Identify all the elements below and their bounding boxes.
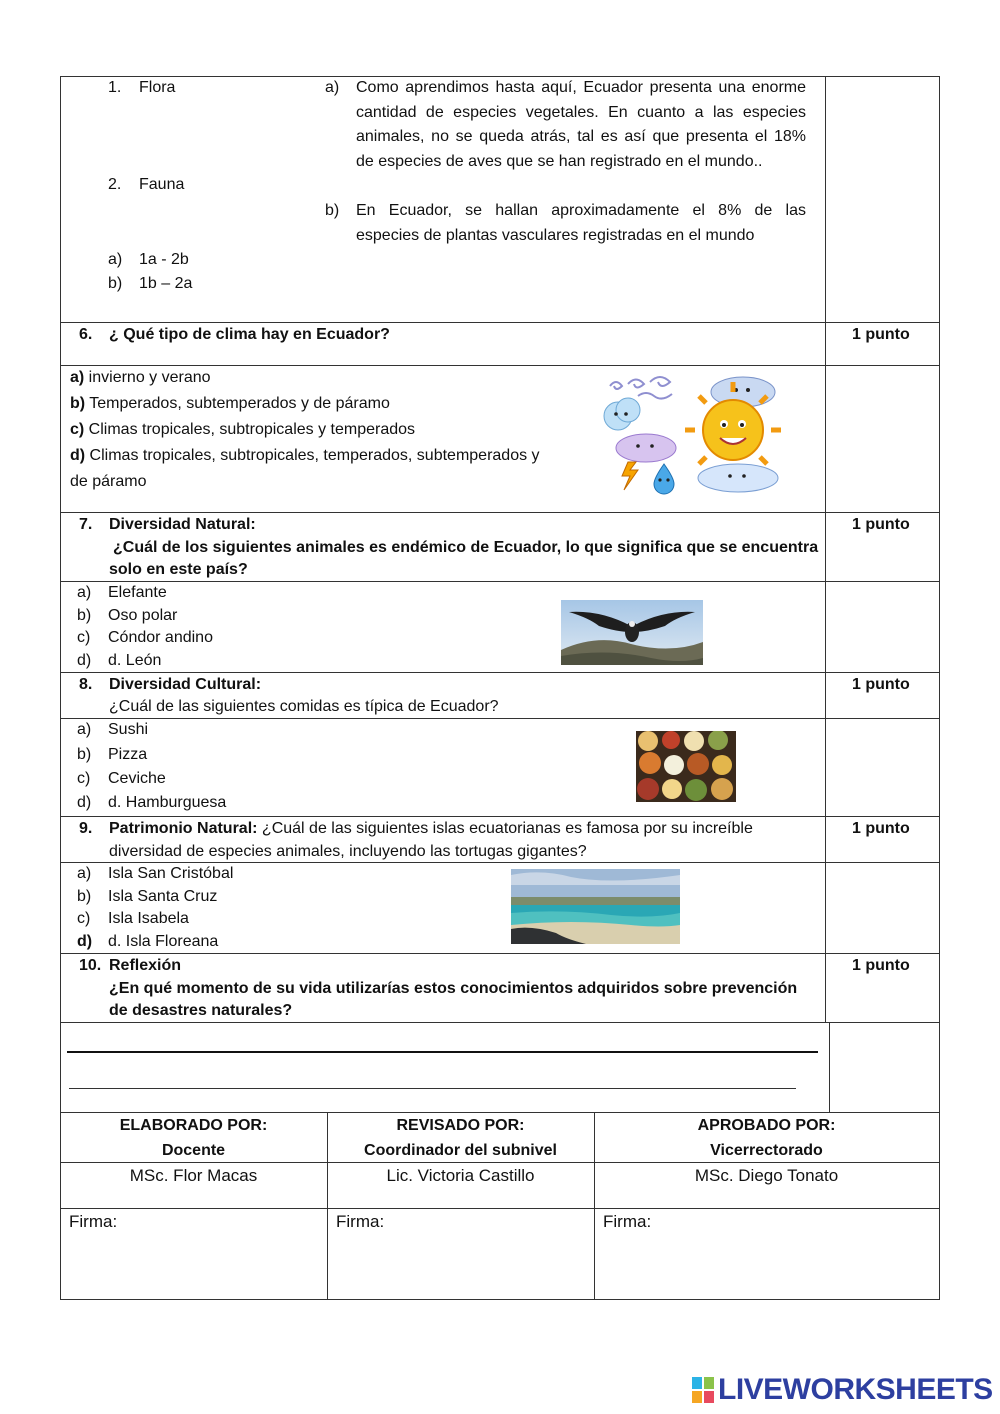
q9-question-line2: diversidad de especies animales, incluyendo las tortugas gigantes? <box>109 843 587 860</box>
signature-role: ELABORADO POR: <box>119 1117 268 1134</box>
q10-points: 1 punto <box>852 957 910 974</box>
q8-option-marker: c) <box>77 770 91 787</box>
q5-desc-a: Como aprendimos hasta aquí, Ecuador presenta una enorme cantidad de especies vegetales. En cuanto a las especies animales, no se queda atrás, tal es así que presenta el 18% de especies de aves que se han registrado en el mundo.. <box>356 79 806 170</box>
signature-position: Docente <box>161 1142 226 1159</box>
q9-option-b[interactable]: Isla Santa Cruz <box>108 888 218 905</box>
q7-title: Diversidad Natural: <box>109 516 256 533</box>
q6-option-d[interactable]: d) Climas tropicales, subtropicales, temperados, subtemperados y <box>70 447 540 464</box>
q8-points: 1 punto <box>852 676 910 693</box>
q7-number: 7. <box>79 516 93 533</box>
q6-option-a[interactable]: a) invierno y verano <box>70 369 211 386</box>
q9-option-a[interactable]: Isla San Cristóbal <box>108 865 234 882</box>
q5-item-number: 1. <box>108 79 122 96</box>
q5-desc-a-marker: a) <box>325 79 340 96</box>
q8-question: ¿Cuál de las siguientes comidas es típica de Ecuador? <box>109 698 499 715</box>
q7-option-marker: c) <box>77 629 91 646</box>
beach-photo-icon <box>511 869 680 944</box>
q8-option-c[interactable]: Ceviche <box>108 770 166 787</box>
q8-option-b[interactable]: Pizza <box>108 746 148 763</box>
q9-number: 9. <box>79 820 93 837</box>
q7-option-marker: b) <box>77 607 92 624</box>
q9-option-d[interactable]: d. Isla Floreana <box>108 933 219 950</box>
signature-position: Coordinador del subnivel <box>364 1142 557 1159</box>
q5-desc-b-marker: b) <box>325 202 340 219</box>
liveworksheets-mark-icon <box>692 1377 714 1403</box>
q5-item-flora: Flora <box>139 79 176 96</box>
q10-question-line1: ¿En qué momento de su vida utilizarías estos conocimientos adquiridos sobre prevención <box>109 980 798 997</box>
q5-option-marker: b) <box>108 275 123 292</box>
q8-number: 8. <box>79 676 93 693</box>
q10-title: Reflexión <box>109 957 182 974</box>
signature-firma: Firma: <box>336 1212 385 1231</box>
signature-name: MSc. Flor Macas <box>129 1166 258 1185</box>
q8-option-a[interactable]: Sushi <box>108 721 149 738</box>
signature-role: REVISADO POR: <box>396 1117 525 1134</box>
q10-number: 10. <box>79 957 102 974</box>
signature-name: MSc. Diego Tonato <box>694 1166 839 1185</box>
q9-option-marker: d) <box>77 933 93 950</box>
q5-option-b: 1b – 2a <box>139 275 193 292</box>
condor-photo-icon <box>561 600 703 665</box>
q7-question-line1: ¿Cuál de los siguientes animales es endémico de Ecuador, lo que significa que se encuentra <box>113 539 819 556</box>
weather-clipart-icon <box>598 372 798 496</box>
q7-option-b[interactable]: Oso polar <box>108 607 178 624</box>
brand-name: LIVEWORKSHEETS <box>718 1373 993 1406</box>
q9-option-marker: a) <box>77 865 92 882</box>
signature-name: Lic. Victoria Castillo <box>386 1166 535 1185</box>
q9-option-marker: c) <box>77 910 91 927</box>
q9-points: 1 punto <box>852 820 910 837</box>
q6-option-b[interactable]: b) Temperados, subtemperados y de páramo <box>70 395 390 412</box>
signature-firma: Firma: <box>603 1212 652 1231</box>
q7-option-marker: a) <box>77 584 92 601</box>
q7-option-c[interactable]: Cóndor andino <box>108 629 213 646</box>
q10-question-line2: de desastres naturales? <box>109 1002 293 1019</box>
q7-option-a[interactable]: Elefante <box>108 584 167 601</box>
q8-option-marker: b) <box>77 746 92 763</box>
food-collage-icon <box>636 731 736 802</box>
signature-role: APROBADO POR: <box>697 1117 836 1134</box>
signature-firma: Firma: <box>69 1212 118 1231</box>
q8-option-d[interactable]: d. Hamburguesa <box>108 794 227 811</box>
q6-option-c[interactable]: c) Climas tropicales, subtropicales y temperados <box>70 421 416 438</box>
answer-line[interactable] <box>69 1088 796 1089</box>
signature-position: Vicerrectorado <box>710 1142 823 1159</box>
q9-option-c[interactable]: Isla Isabela <box>108 910 189 927</box>
q5-option-marker: a) <box>108 251 123 268</box>
q6-number: 6. <box>79 326 93 343</box>
q9-question: Patrimonio Natural: ¿Cuál de las siguientes islas ecuatorianas es famosa por su increíble <box>109 820 753 837</box>
q6-question: ¿ Qué tipo de clima hay en Ecuador? <box>109 326 390 343</box>
q7-points: 1 punto <box>852 516 910 533</box>
liveworksheets-logo <box>692 1372 992 1408</box>
q8-option-marker: a) <box>77 721 92 738</box>
q7-question-line2: solo en este país? <box>109 561 248 578</box>
q7-option-marker: d) <box>77 652 92 669</box>
q7-option-d[interactable]: d. León <box>108 652 162 669</box>
q9-option-marker: b) <box>77 888 92 905</box>
q5-option-a: 1a - 2b <box>139 251 189 268</box>
q8-title: Diversidad Cultural: <box>109 676 262 693</box>
q5-desc-b: En Ecuador, se hallan aproximadamente el 8% de las especies de plantas vasculares registradas en el mundo <box>356 202 806 244</box>
q8-option-marker: d) <box>77 794 92 811</box>
answer-line[interactable] <box>67 1051 818 1053</box>
q6-option-d-cont: de páramo <box>70 473 147 490</box>
q5-item-number: 2. <box>108 176 122 193</box>
q5-item-fauna: Fauna <box>139 176 185 193</box>
q6-points: 1 punto <box>852 326 910 343</box>
